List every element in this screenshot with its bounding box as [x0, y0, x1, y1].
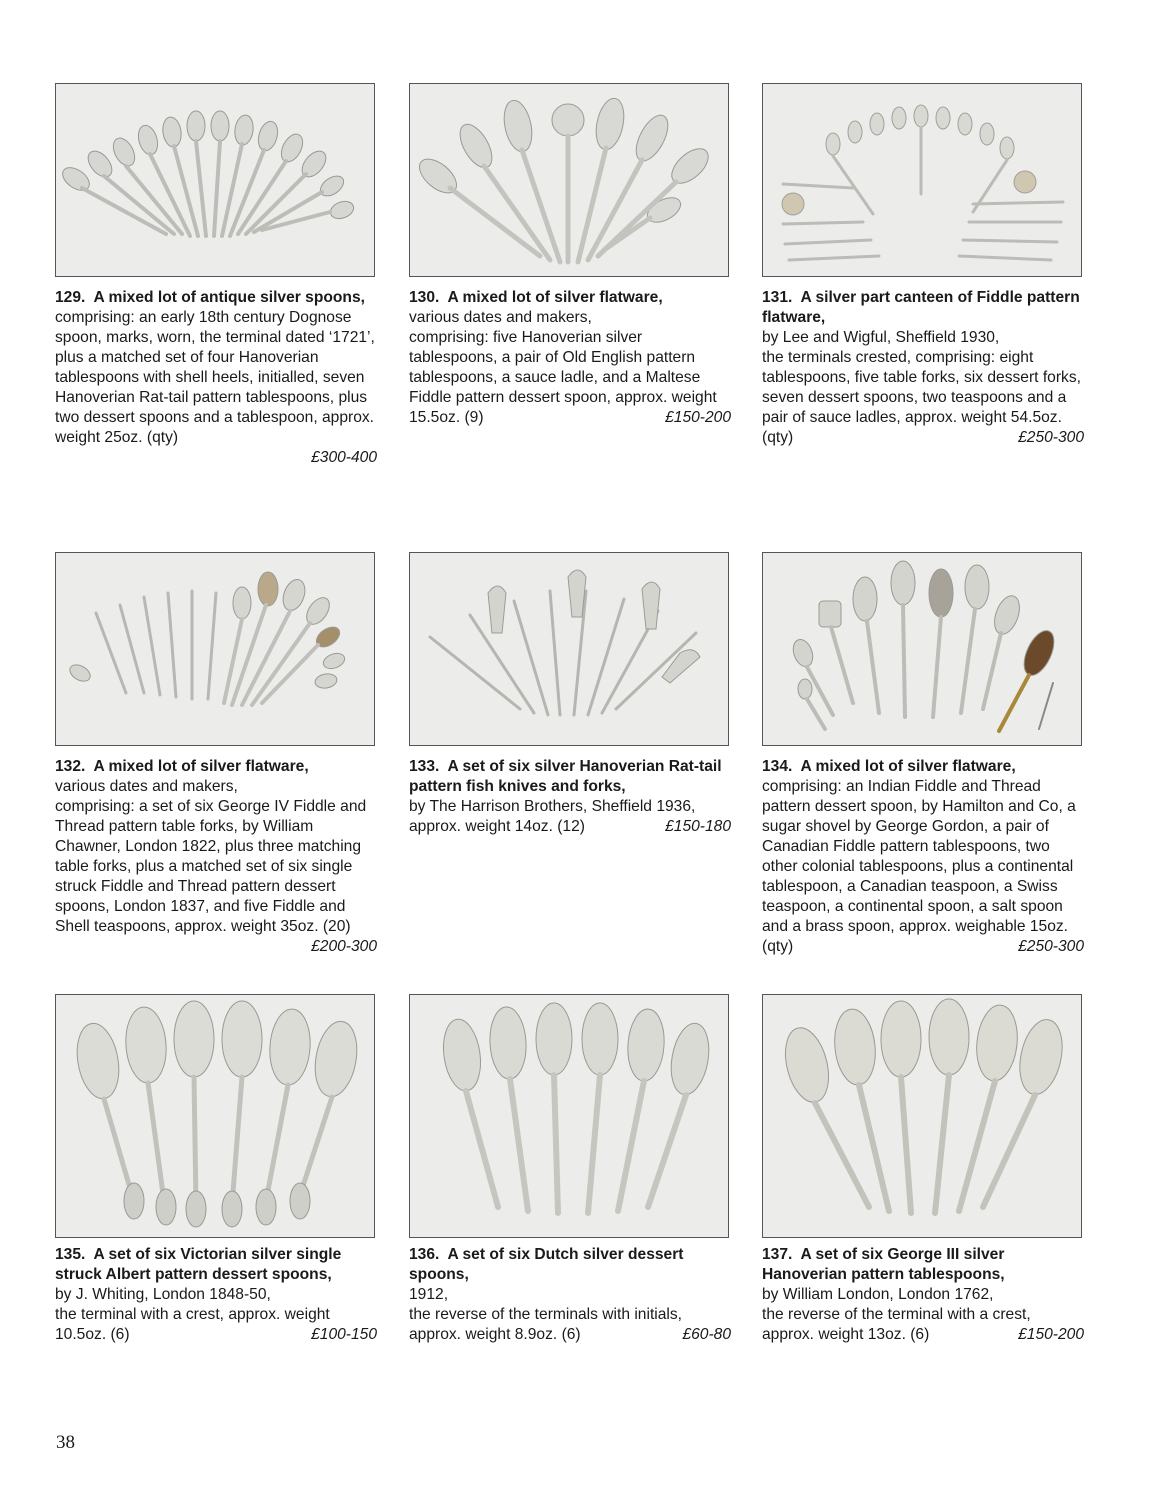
- lot-title: 130. A mixed lot of silver flatware,: [409, 289, 663, 306]
- lot-estimate: £250-300: [1018, 938, 1084, 955]
- lot-text: [409, 1245, 731, 1345]
- lot-text: [409, 288, 731, 428]
- lot-photo[interactable]: [409, 552, 729, 746]
- lot-photo[interactable]: [762, 83, 1082, 277]
- lot-description: by J. Whiting, London 1848-50, the terminal with a crest, approx. weight 10.5oz. (6) £100-150: [55, 1286, 377, 1343]
- lot-description: 1912, the reverse of the terminals with initials, approx. weight 8.9oz. (6) £60-80: [409, 1286, 731, 1343]
- lot-description: by The Harrison Brothers, Sheffield 1936, approx. weight 14oz. (12) £150-180: [409, 798, 731, 835]
- spoons-ladle-image: [410, 84, 728, 276]
- lot-text: [762, 757, 1084, 957]
- lot-text: [55, 288, 377, 468]
- lot-text: [55, 1245, 377, 1345]
- lot-estimate: £60-80: [682, 1326, 731, 1343]
- lot-title: 136. A set of six Dutch silver dessert spoons,: [409, 1246, 684, 1283]
- lot-title: 137. A set of six George III silver Hanoverian pattern tablespoons,: [762, 1246, 1005, 1283]
- lot-description: comprising: an Indian Fiddle and Thread pattern dessert spoon, by Hamilton and Co, a sugar shovel by George Gordon, a pair of Canadian Fiddle pattern tablespoons, two other colonial tablespoons, plus a continental tablespoon, a Canadian teaspoon, a Swiss teaspoon, a continental spoon, a salt spoon and a brass spoon, approx. weighable 15oz. (qty) £250-300: [762, 778, 1084, 955]
- lot-text: [762, 288, 1084, 448]
- dutch-spoons-image: [410, 995, 728, 1237]
- lot-text: [762, 1245, 1084, 1345]
- lot-title: 134. A mixed lot of silver flatware,: [762, 758, 1016, 775]
- colonial-spoons-image: [763, 553, 1081, 745]
- lot-description: by William London, London 1762, the reverse of the terminal with a crest, approx. weight 13oz. (6) £150-200: [762, 1286, 1084, 1343]
- lot-description: various dates and makers, comprising: a set of six George IV Fiddle and Thread pattern table forks, by William Chawner, London 1822, plus three matching table forks, plus a matched set of six single struck Fiddle and Thread pattern dessert spoons, London 1837, and five Fiddle and Shell teaspoons, approx. weight 35oz. (20) £200-300: [55, 778, 377, 955]
- lot-text: [55, 757, 377, 957]
- lot-photo[interactable]: [409, 994, 729, 1238]
- lot-estimate: £150-180: [665, 818, 731, 835]
- lot-estimate: £300-400: [311, 449, 377, 466]
- lot-photo[interactable]: [55, 552, 375, 746]
- lot-photo[interactable]: [762, 552, 1082, 746]
- lot-photo[interactable]: [762, 994, 1082, 1238]
- lot-estimate: £150-200: [665, 409, 731, 426]
- lot-description: comprising: an early 18th century Dognose spoon, marks, worn, the terminal dated ‘1721’, plus a matched set of four Hanoverian tablespoons with shell heels, initialled, seven Hanoverian Rat-tail pattern tablespoons, plus two dessert spoons and a tablespoon, approx. weight 25oz. (qty): [55, 309, 375, 446]
- lot-photo[interactable]: [55, 994, 375, 1238]
- lot-estimate: £150-200: [1018, 1326, 1084, 1343]
- victorian-spoons-image: [56, 995, 374, 1237]
- lot-title: 131. A silver part canteen of Fiddle pattern flatware,: [762, 289, 1080, 326]
- hanoverian-tablespoons-image: [763, 995, 1081, 1237]
- lot-estimate: £100-150: [311, 1326, 377, 1343]
- forks-spoons-image: [56, 553, 374, 745]
- lot-title: 132. A mixed lot of silver flatware,: [55, 758, 309, 775]
- lot-title: 129. A mixed lot of antique silver spoons,: [55, 289, 365, 306]
- lot-photo[interactable]: [55, 83, 375, 277]
- lot-photo[interactable]: [409, 83, 729, 277]
- page-number: 38: [56, 1432, 75, 1453]
- lot-description: by Lee and Wigful, Sheffield 1930, the terminals crested, comprising: eight tablespoons, five table forks, six dessert forks, seven dessert spoons, two teaspoons and a pair of sauce ladles, approx. weight 54.5oz. (qty) £250-300: [762, 329, 1084, 446]
- lot-title: 135. A set of six Victorian silver single struck Albert pattern dessert spoons,: [55, 1246, 342, 1283]
- fish-knives-forks-image: [410, 553, 728, 745]
- lot-text: [409, 757, 731, 837]
- lot-title: 133. A set of six silver Hanoverian Rat-tail pattern fish knives and forks,: [409, 758, 722, 795]
- lot-description: various dates and makers, comprising: five Hanoverian silver tablespoons, a pair of Old English pattern tablespoons, a sauce ladle, and a Maltese Fiddle pattern dessert spoon, approx. weight 15.5oz. (9) £150-200: [409, 309, 731, 426]
- lot-estimate: £200-300: [311, 938, 377, 955]
- lot-estimate: £250-300: [1018, 429, 1084, 446]
- spoons-fan-image: [56, 84, 374, 276]
- canteen-flatware-image: [763, 84, 1081, 276]
